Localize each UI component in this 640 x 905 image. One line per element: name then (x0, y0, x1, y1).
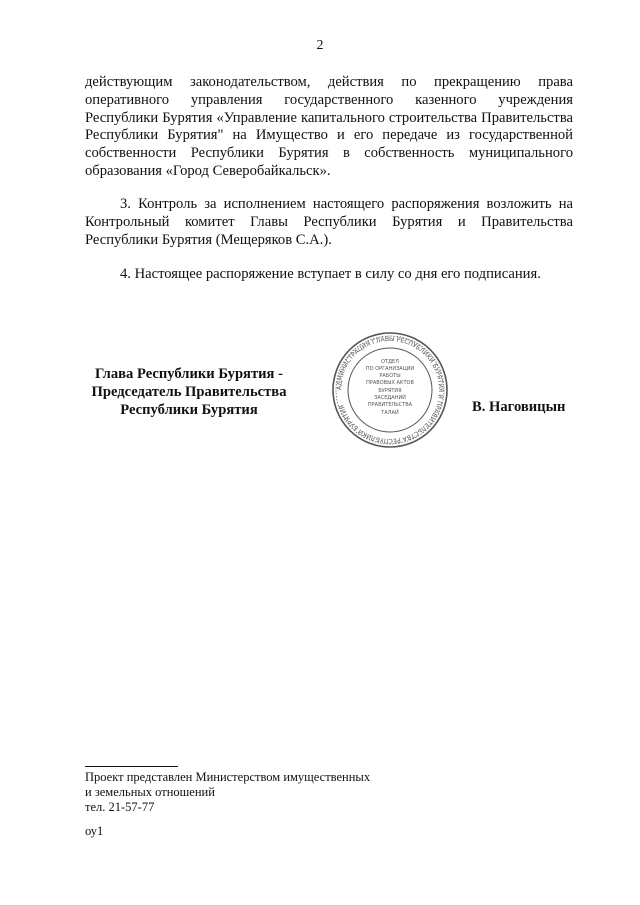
official-seal-stamp (330, 330, 450, 450)
paragraph-effective-date: 4. Настоящее распоряжение вступает в силу со дня его подписания. (120, 266, 541, 282)
seal-inner-line: ПО ОРГАНИЗАЦИИ (365, 366, 415, 372)
paragraph-control-clause: 3. Контроль за исполнением настоящего распоряжения возложить на Контрольный комитет Главы Республики Бурятия и Правительства Республики Бурятия (Мещеряков С.А.). (85, 196, 573, 248)
page-number: 2 (316, 38, 324, 53)
paragraph-property-transfer: действующим законодательством, действия по прекращению права оперативного управления государственного казенного учреждения Республики Бурятия «Управление капитального строительства Правительства Республики Бурятия" на Имущество и его передаче из государственной собственности Республики Бурятия в собственность муниципального образования «Город Северобайкальск». (85, 74, 573, 179)
signatory-position-line: Глава Республики Бурятия - (95, 366, 283, 382)
signatory-position-line: Председатель Правительства (91, 384, 287, 400)
seal-inner-line: ЗАСЕДАНИЙ (374, 395, 406, 401)
footnote-line: и земельных отношений (85, 785, 215, 799)
footnote-line: Проект представлен Министерством имущественных (85, 770, 371, 784)
seal-inner-line: ПРАВОВЫХ АКТОВ (366, 380, 414, 386)
signatory-position-line: Республики Бурятия (120, 402, 258, 418)
seal-inner-line: ПРАВИТЕЛЬСТВА (367, 402, 413, 408)
footnote (85, 770, 445, 815)
footnote-divider (85, 766, 178, 767)
document-code: оу1 (85, 824, 104, 838)
seal-inner-line: ТАЛАЙ (381, 410, 399, 416)
seal-inner-line: РАБОТЫ (379, 373, 401, 379)
seal-inner-line: ОТДЕЛ (381, 359, 399, 365)
seal-outer-text: АДМИНИСТРАЦИЯ ГЛАВЫ РЕСПУБЛИКИ БУРЯТИЯ И ПРАВИТЕЛЬСТВА РЕСПУБЛИКИ БУРЯТИЯ (335, 335, 445, 445)
signatory-position (64, 365, 314, 419)
footnote-line: тел. 21-57-77 (85, 800, 155, 814)
seal-inner-line: БУРЯТИЯ (378, 388, 402, 394)
signatory-name: В. Наговицын (472, 399, 566, 415)
